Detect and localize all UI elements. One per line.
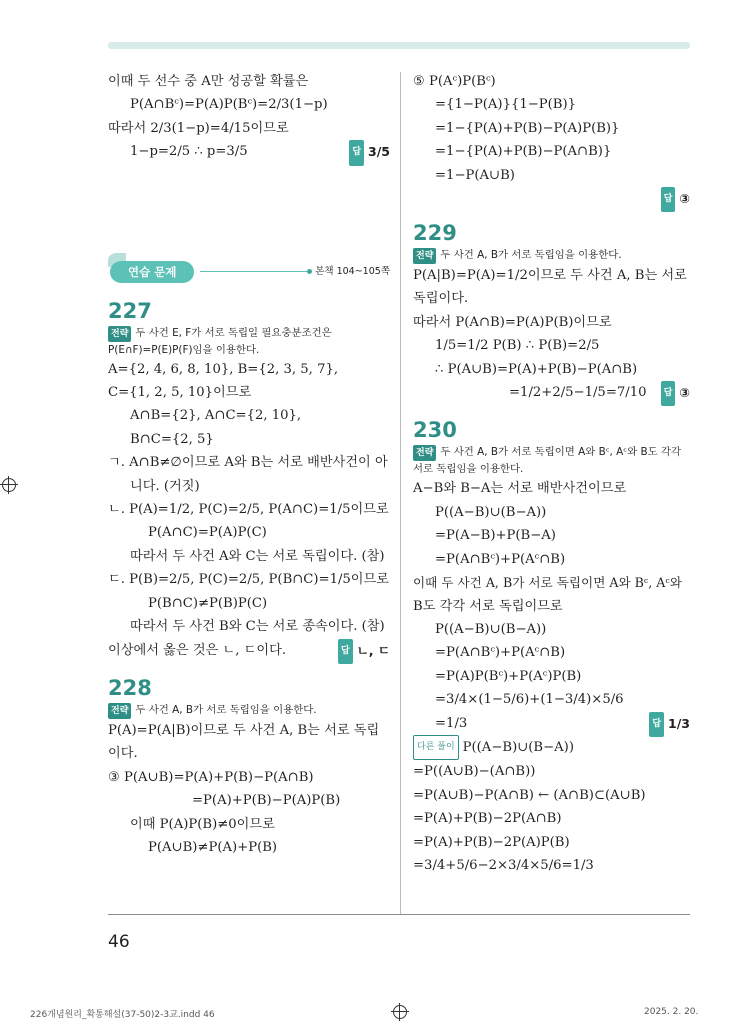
text-line: P(A∩C)=P(A)P(C) [148,525,267,541]
text-line: =1−{P(A)+P(B)−P(A∩B)} [435,144,612,160]
strategy-tag: 전략 [413,248,436,264]
text-line: 따라서 2/3(1−p)=4/15이므로 [108,120,289,136]
text-line: =3/4+5/6−2×3/4×5/6=1/3 [413,857,594,873]
text-line: ={1−P(A)}{1−P(B)} [435,97,577,113]
answer-row [413,187,690,207]
answer-box [649,712,690,737]
bullet-icon [307,269,312,274]
answer-box [661,187,690,212]
strategy-text: 두 사건 A, B가 서로 독립임을 이용한다. [440,249,622,262]
text-line: ③ P(A∪B)=P(A)+P(B)−P(A∩B) [108,769,314,785]
problem-number: 227 [108,298,152,323]
registration-mark-icon [393,1005,407,1019]
strategy-text: 두 사건 A, B가 서로 독립임을 이용한다. [135,703,317,716]
text-line: =P(A∪B)−P(A∩B) ← (A∩B)⊂(A∪B) [413,787,646,803]
text-line [413,735,690,760]
text-line [413,381,690,404]
text-line: =P(A)+P(B)−P(A)P(B) [192,793,341,809]
text-line: B도 각각 서로 독립이므로 [413,598,563,614]
answer-value: 1/3 [668,715,690,731]
text-line: B∩C={2, 5} [130,431,214,447]
text-line: A∩B={2}, A∩C={2, 10}, [130,408,302,424]
text-line: =P(A)P(Bᶜ)+P(Aᶜ)P(B) [435,668,582,684]
conclusion: 이상에서 옳은 것은 ㄴ, ㄷ이다. [108,642,287,658]
answer-tag: 답 [349,140,364,165]
answer-tag: 답 [649,712,664,737]
answer-box [661,381,690,406]
section-rule [200,271,312,272]
text-line: 이때 두 사건 A, B가 서로 독립이면 A와 Bᶜ, Aᶜ와 [413,575,682,591]
left-column [108,70,390,859]
text-line: A={2, 4, 6, 8, 10}, B={2, 3, 5, 7}, [108,361,339,377]
text-line: 따라서 P(A∩B)=P(A)P(B)이므로 [413,314,612,330]
answer-box [338,639,390,664]
strategy-note [108,325,390,358]
text-line: 이때 두 선수 중 A만 성공할 확률은 [108,74,309,89]
section-title-bar [108,259,390,285]
text-line [108,639,390,662]
section-reference [307,263,390,277]
strategy-note [413,444,690,477]
text-line: P(A∩Bᶜ)=P(A)P(Bᶜ)=2/3(1−p) [130,97,328,113]
alternative-solution-tag: 다른 풀이 [413,735,459,760]
text-line: =1−{P(A)+P(B)−P(A)P(B)} [435,120,620,136]
text-line: =P(A−B)+P(B−A) [435,528,556,544]
text-line: ∴ P(A∪B)=P(A)+P(B)−P(A∩B) [435,361,638,377]
text-line: P((A−B)∪(B−A)) [435,504,547,520]
strategy-note [108,702,390,719]
strategy-tag: 전략 [108,326,131,342]
text-line: 따라서 두 사건 A와 C는 서로 독립이다. (참) [130,548,385,564]
section-reference-text: 본책 104~105쪽 [315,265,390,277]
bottom-rule [108,914,690,915]
top-color-bar [108,42,690,49]
text-line: 이때 P(A)P(B)≠0이므로 [130,816,275,832]
strategy-note [413,247,690,264]
answer-tag: 답 [661,187,676,212]
footer-date: 2025. 2. 20. [644,1007,699,1017]
equation: 1−p=2/5 ∴ p=3/5 [130,144,248,160]
text-line: C={1, 2, 5, 10}이므로 [108,385,252,401]
text-line: =P(A)+P(B)−2P(A)P(B) [413,834,570,850]
text-line: =3/4×(1−5/6)+(1−3/4)×5/6 [435,692,624,708]
text-line [413,712,690,735]
problem-number: 230 [413,418,457,443]
answer-value: 3/5 [368,144,390,160]
answer-tag: 답 [661,381,676,406]
text-line: =1−P(A∪B) [435,167,515,183]
text-line: ⑤ P(Aᶜ)P(Bᶜ) [413,74,496,89]
text-line: A−B와 B−A는 서로 배반사건이므로 [413,481,627,497]
text-line: =P(A∩Bᶜ)+P(Aᶜ∩B) [435,551,566,567]
text-line: =P(A∩Bᶜ)+P(Aᶜ∩B) [435,645,566,661]
text-line: 독립이다. [413,291,469,307]
answer-tag: 답 [338,639,353,664]
text-line: P((A−B)∪(B−A)) [435,621,547,637]
text-line: ㄴ. P(A)=1/2, P(C)=2/5, P(A∩C)=1/5이므로 [108,502,389,518]
answer-value: ③ [679,191,690,207]
registration-mark-icon [2,478,16,492]
text-line: ㄷ. P(B)=2/5, P(C)=2/5, P(B∩C)=1/5이므로 [108,572,390,588]
page-number: 46 [108,932,130,952]
text-line: 따라서 두 사건 B와 C는 서로 종속이다. (참) [130,619,385,635]
footer-filename: 226개념원리_확통해설(37-50)2-3교.indd 46 [30,1010,215,1020]
text-line: =P(A)+P(B)−2P(A∩B) [413,811,562,827]
text-line [108,140,390,163]
equation: =1/2+2/5−1/5=7/10 [509,385,647,401]
strategy-text: 두 사건 E, F가 서로 독립일 필요충분조건은 P(E∩F)=P(E)P(F)임을 이용한다. [108,326,332,356]
text-line: P(B∩C)≠P(B)P(C) [148,595,268,611]
equation: =1/3 [435,715,468,731]
strategy-tag: 전략 [413,445,436,461]
problem-number: 229 [413,221,457,246]
text-line: P(A|B)=P(A)=1/2이므로 두 사건 A, B는 서로 [413,268,687,284]
strategy-tag: 전략 [108,703,131,719]
answer-box [349,140,390,165]
text-line: 1/5=1/2 P(B) ∴ P(B)=2/5 [435,338,600,354]
section-title: 연습 문제 [110,261,194,283]
answer-value: ㄴ, ㄷ [356,642,390,658]
problem-number: 228 [108,675,152,700]
text-line: P(A∪B)≠P(A)+P(B) [148,839,278,855]
equation: P((A−B)∪(B−A)) [462,740,574,756]
text-line: 니다. (거짓) [130,478,200,494]
text-line: ㄱ. A∩B≠∅이므로 A와 B는 서로 배반사건이 아 [108,455,388,471]
strategy-text: 두 사건 A, B가 서로 독립이면 A와 Bᶜ, Aᶜ와 B도 각각 서로 독립임을 이용한다. [413,446,681,476]
text-line: 이다. [108,746,138,762]
column-divider [400,72,401,914]
text-line: =P((A∪B)−(A∩B)) [413,764,536,780]
text-line: P(A)=P(A|B)이므로 두 사건 A, B는 서로 독립 [108,722,380,738]
right-column [413,70,690,877]
answer-value: ③ [679,385,690,401]
